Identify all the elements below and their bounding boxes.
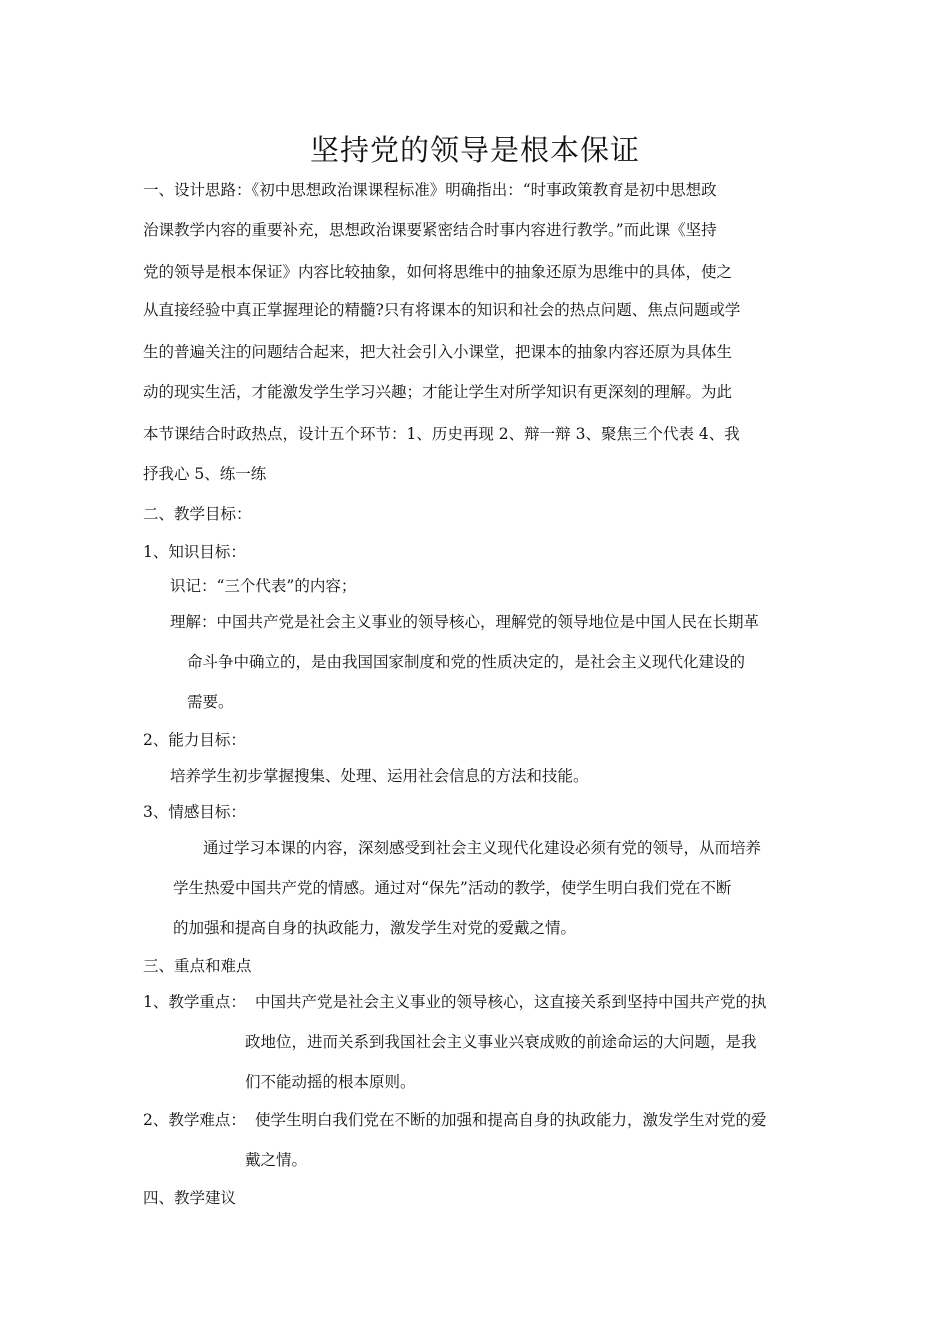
subsection-heading: 1、知识目标： [143, 543, 246, 561]
key-line: 政地位，进而关系到我国社会主义事业兴衰成败的前途命运的大问题，是我 [245, 1033, 757, 1051]
section-heading: 四、教学建议 [143, 1189, 237, 1207]
paragraph-line: 生的普遍关注的问题结合起来，把大社会引入小课堂，把课本的抽象内容还原为具体生 [143, 343, 733, 361]
key-line: 们不能动摇的根本原则。 [245, 1073, 416, 1091]
paragraph-line: 治课教学内容的重要补充，思想政治课要紧密结合时事内容进行教学。”而此课《坚持 [143, 221, 717, 239]
understand-line: 理解：中国共产党是社会主义事业的领导核心，理解党的领导地位是中国人民在长期革 [170, 613, 760, 631]
section-heading: 二、教学目标： [143, 505, 252, 523]
emotion-line: 通过学习本课的内容，深刻感受到社会主义现代化建设必须有党的领导，从而培养 [203, 839, 762, 857]
paragraph-line: 党的领导是根本保证》内容比较抽象，如何将思维中的抽象还原为思维中的具体，使之 [143, 263, 733, 281]
key-label: 1、教学重点： [143, 993, 246, 1011]
emotion-line: 学生热爱中国共产党的情感。通过对“保先”活动的教学，使学生明白我们党在不断 [173, 879, 732, 897]
paragraph-line: 本节课结合时政热点，设计五个环节：1、历史再现 2、辩一辩 3、聚焦三个代表 4、我 [143, 425, 740, 443]
emotion-line: 的加强和提高自身的执政能力，激发学生对党的爱戴之情。 [173, 919, 577, 937]
key-line: 中国共产党是社会主义事业的领导核心，这直接关系到坚持中国共产党的执 [255, 993, 767, 1011]
understand-line: 需要。 [187, 693, 234, 711]
paragraph-line: 动的现实生活，才能激发学生学习兴趣；才能让学生对所学知识有更深刻的理解。为此 [143, 383, 733, 401]
understand-line: 命斗争中确立的，是由我国国家制度和党的性质决定的，是社会主义现代化建设的 [187, 653, 746, 671]
recall-item: 识记：“三个代表”的内容； [170, 577, 357, 595]
document-title: 坚持党的领导是根本保证 [309, 133, 640, 167]
difficulty-line: 戴之情。 [245, 1151, 308, 1169]
difficulty-label: 2、教学难点： [143, 1111, 246, 1129]
subsection-heading: 2、能力目标： [143, 731, 246, 749]
paragraph-line: 一、设计思路：《初中思想政治课课程标准》明确指出：“时事政策教育是初中思想政 [143, 181, 717, 199]
difficulty-line: 使学生明白我们党在不断的加强和提高自身的执政能力，激发学生对党的爱 [255, 1111, 767, 1129]
ability-text: 培养学生初步掌握搜集、处理、运用社会信息的方法和技能。 [170, 767, 589, 785]
section-heading: 三、重点和难点 [143, 957, 252, 975]
paragraph-line: 从直接经验中真正掌握理论的精髓?只有将课本的知识和社会的热点问题、焦点问题或学 [143, 301, 741, 319]
subsection-heading: 3、情感目标： [143, 803, 246, 821]
paragraph-line: 抒我心 5、练一练 [143, 465, 267, 483]
